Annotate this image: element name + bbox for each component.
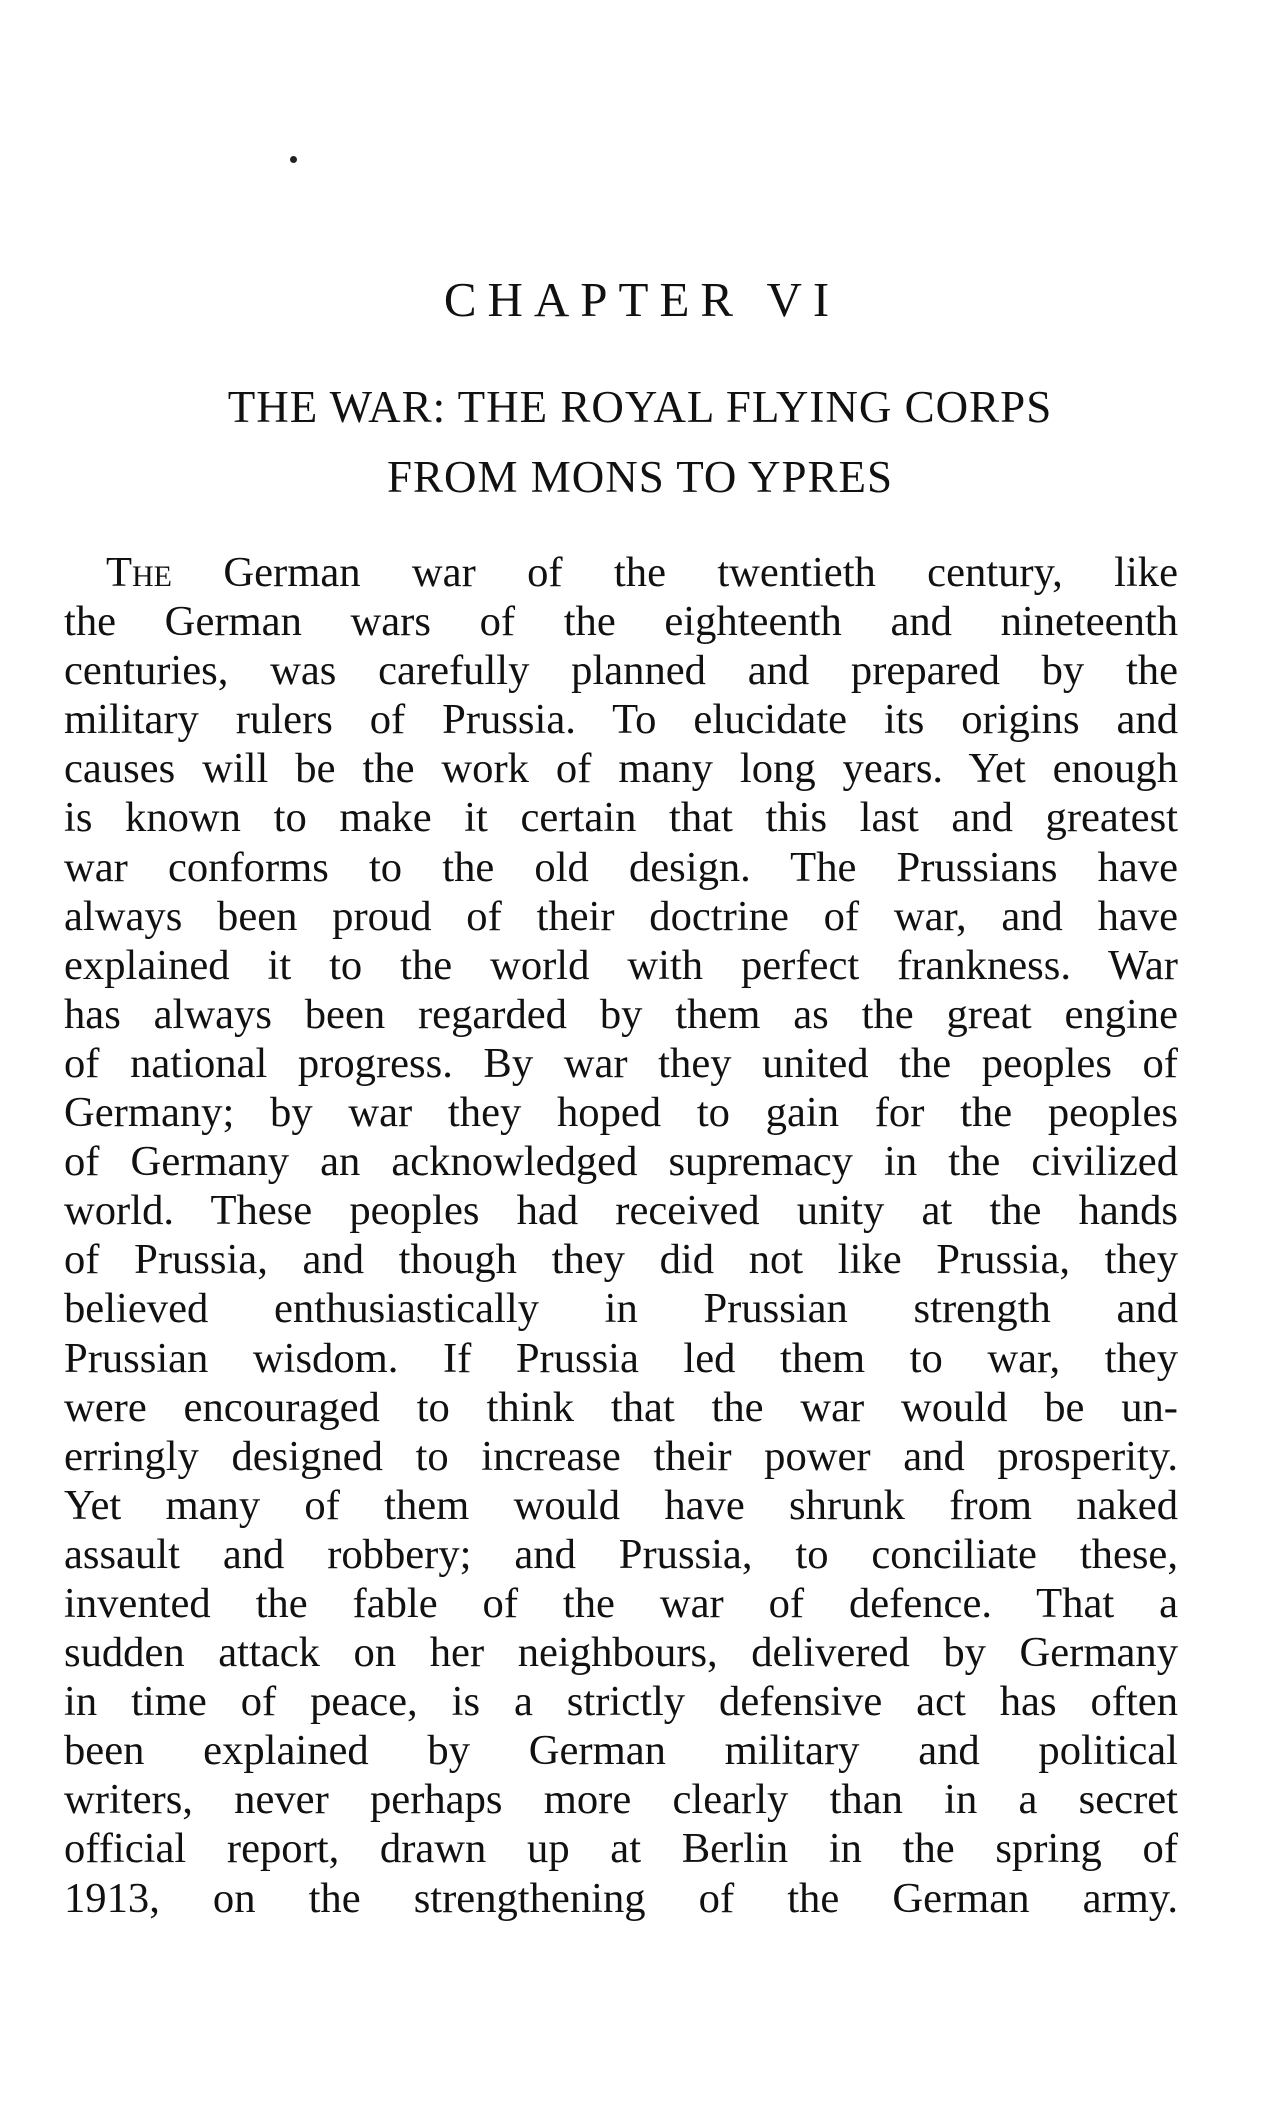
paragraph-line: centuries, was carefully planned and prepared by the: [64, 647, 1178, 695]
paragraph-line: sudden attack on her neighbours, delivered by Germany: [64, 1629, 1178, 1677]
paragraph-line: causes will be the work of many long years. Yet enough: [64, 745, 1178, 793]
body-paragraph: [64, 548, 1178, 1923]
paragraph-line: writers, never perhaps more clearly than in a secret: [64, 1776, 1178, 1824]
paragraph-line: is known to make it certain that this last and greatest: [64, 794, 1178, 842]
paragraph-line: erringly designed to increase their power and prosperity.: [64, 1432, 1178, 1480]
paragraph-line: in time of peace, is a strictly defensive act has often: [64, 1678, 1178, 1726]
paragraph-line: invented the fable of the war of defence. That a: [64, 1579, 1178, 1627]
paragraph-line: world. These peoples had received unity at the hands: [64, 1187, 1178, 1235]
ink-speck: [290, 156, 297, 163]
chapter-title: [60, 372, 1220, 512]
paragraph-line: of national progress. By war they united the peoples of: [64, 1039, 1178, 1087]
paragraph-line: Germany; by war they hoped to gain for the peoples: [64, 1089, 1178, 1137]
paragraph-line: military rulers of Prussia. To elucidate its origins and: [64, 696, 1178, 744]
paragraph-line: were encouraged to think that the war would be un-: [64, 1383, 1178, 1431]
paragraph-line: of Germany an acknowledged supremacy in the civilized: [64, 1138, 1178, 1186]
paragraph-line: always been proud of their doctrine of war, and have: [64, 892, 1178, 940]
paragraph-line: has always been regarded by them as the great engine: [64, 990, 1178, 1038]
paragraph-line: official report, drawn up at Berlin in the spring of: [64, 1825, 1178, 1873]
chapter-number: CHAPTER VI: [443, 272, 841, 327]
paragraph-line: believed enthusiastically in Prussian strength and: [64, 1285, 1178, 1333]
drop-word: The: [106, 549, 173, 596]
paragraph-line: assault and robbery; and Prussia, to conciliate these,: [64, 1530, 1178, 1578]
paragraph-line: war conforms to the old design. The Prussians have: [64, 843, 1178, 891]
chapter-title-line-2: FROM MONS TO YPRES: [386, 452, 894, 502]
paragraph-line: of Prussia, and though they did not like Prussia, they: [64, 1236, 1178, 1284]
paragraph-line: 1913, on the strengthening of the German army.: [64, 1874, 1178, 1922]
paragraph-line: Yet many of them would have shrunk from naked: [64, 1481, 1178, 1529]
chapter-title-line-1: THE WAR: THE ROYAL FLYING CORPS: [227, 382, 1053, 432]
paragraph-line: the German wars of the eighteenth and nineteenth: [64, 598, 1178, 646]
paragraph-line: The German war of the twentieth century, like: [106, 549, 1178, 596]
paragraph-line: been explained by German military and political: [64, 1727, 1178, 1775]
paragraph-line: Prussian wisdom. If Prussia led them to war, they: [64, 1334, 1178, 1382]
paragraph-line: explained it to the world with perfect frankness. War: [64, 941, 1178, 989]
